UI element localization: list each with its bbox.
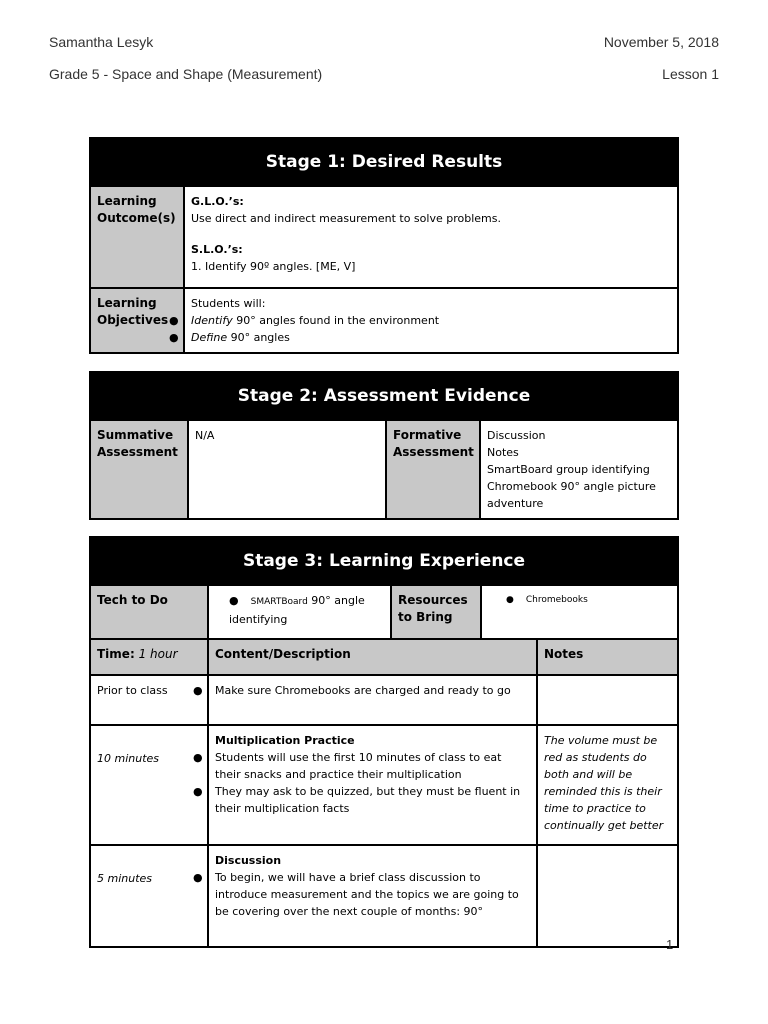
objectives-intro: Students will: [191, 297, 266, 310]
list-item: Chromebook 90° angle picture adventure [487, 480, 656, 510]
author-name: Samantha Lesyk [49, 34, 154, 50]
glo-text: Use direct and indirect measurement to solve problems. [191, 212, 501, 225]
summative-assessment-value: N/A [188, 420, 386, 519]
bullet-text: To begin, we will have a brief class discussion to introduce measurement and the topics we are going to be covering over the next couple of months: 90° [215, 871, 519, 918]
row-heading: Multiplication Practice [215, 734, 355, 747]
stage3-title: Stage 3: Learning Experience [90, 537, 678, 585]
time-total: 1 hour [138, 647, 178, 661]
summative-assessment-label: Summative Assessment [90, 420, 188, 519]
bullet-text: They may ask to be quizzed, but they must be fluent in their multiplication facts [215, 785, 521, 815]
row-time: 10 minutes [90, 725, 208, 845]
list-item: ● Identify 90° angles found in the environment [169, 314, 440, 327]
table-row [90, 675, 678, 725]
tech-item-prefix: SMARTBoard [250, 597, 308, 607]
time-column-header [90, 639, 208, 675]
slo-label: S.L.O.’s: [191, 243, 243, 256]
learning-outcomes-label: Learning Outcome(s) [90, 186, 184, 288]
tech-to-do-label: Tech to Do [90, 585, 208, 639]
tech-to-do-cell: ● SMARTBoard 90° angle identifying [208, 585, 391, 639]
resource-item: Chromebooks [525, 595, 588, 605]
resources-to-bring-label: Resources to Bring [391, 585, 481, 639]
time-label: Time: [97, 647, 135, 661]
stage1-title: Stage 1: Desired Results [90, 138, 678, 186]
bullet-text: Make sure Chromebooks are charged and ready to go [215, 684, 511, 697]
row-time: 5 minutes [90, 845, 208, 947]
document-date: November 5, 2018 [603, 34, 719, 50]
list-item: ● They may ask to be quizzed, but they must be fluent in their multiplication facts [193, 785, 521, 815]
list-item: SmartBoard group identifying [487, 463, 650, 476]
notes-column-header: Notes [537, 639, 678, 675]
list-item: ● Students will use the first 10 minutes of class to eat their snacks and practice their multiplication [193, 751, 502, 781]
list-item: Discussion [487, 429, 546, 442]
row-heading: Discussion [215, 854, 282, 867]
row-notes [537, 845, 678, 947]
content-column-header: Content/Description [208, 639, 537, 675]
row-content [193, 675, 537, 725]
slo-text: 1. Identify 90º angles. [ME, V] [191, 260, 356, 273]
row-notes: The volume must be red as students do both and will be reminded this is their time to practice to continually get better [537, 725, 678, 845]
formative-assessment-cell [480, 420, 678, 519]
table-row [90, 845, 678, 947]
objective-text: 90° angles [227, 331, 290, 344]
bullet-text: Students will use the first 10 minutes of class to eat their snacks and practice their multiplication [215, 751, 502, 781]
lesson-number: Lesson 1 [662, 66, 719, 82]
resources-to-bring-cell: ● Chromebooks [481, 585, 678, 639]
stage3-table [89, 536, 679, 948]
row-time: Prior to class [90, 675, 208, 725]
learning-outcomes-cell [184, 186, 678, 288]
row-content [193, 845, 537, 947]
learning-objectives-label: Learning Objectives [90, 288, 184, 353]
formative-assessment-label: Formative Assessment [386, 420, 480, 519]
course-subject: Grade 5 - Space and Shape (Measurement) [49, 66, 323, 82]
stage1-table [89, 137, 679, 354]
objectives-list [169, 312, 671, 346]
page-number: 1 [666, 937, 674, 952]
table-row [90, 725, 678, 845]
list-item: ● Define 90° angles [169, 331, 290, 344]
list-item: ● Make sure Chromebooks are charged and ready to go [193, 684, 511, 697]
stage2-table [89, 371, 679, 520]
learning-objectives-cell [169, 288, 678, 353]
glo-label: G.L.O.’s: [191, 195, 244, 208]
stage2-title: Stage 2: Assessment Evidence [90, 372, 678, 420]
objective-verb: Define [191, 331, 228, 344]
objective-verb: Identify [191, 314, 233, 327]
tech-item-text: 90° angle identifying [229, 594, 365, 626]
objective-text: 90° angles found in the environment [232, 314, 440, 327]
row-content [193, 725, 537, 845]
list-item: Notes [487, 446, 519, 459]
row-notes [537, 675, 678, 725]
list-item: ● To begin, we will have a brief class discussion to introduce measurement and the topics we are going to be covering over the next couple of months: 90° [193, 871, 519, 918]
